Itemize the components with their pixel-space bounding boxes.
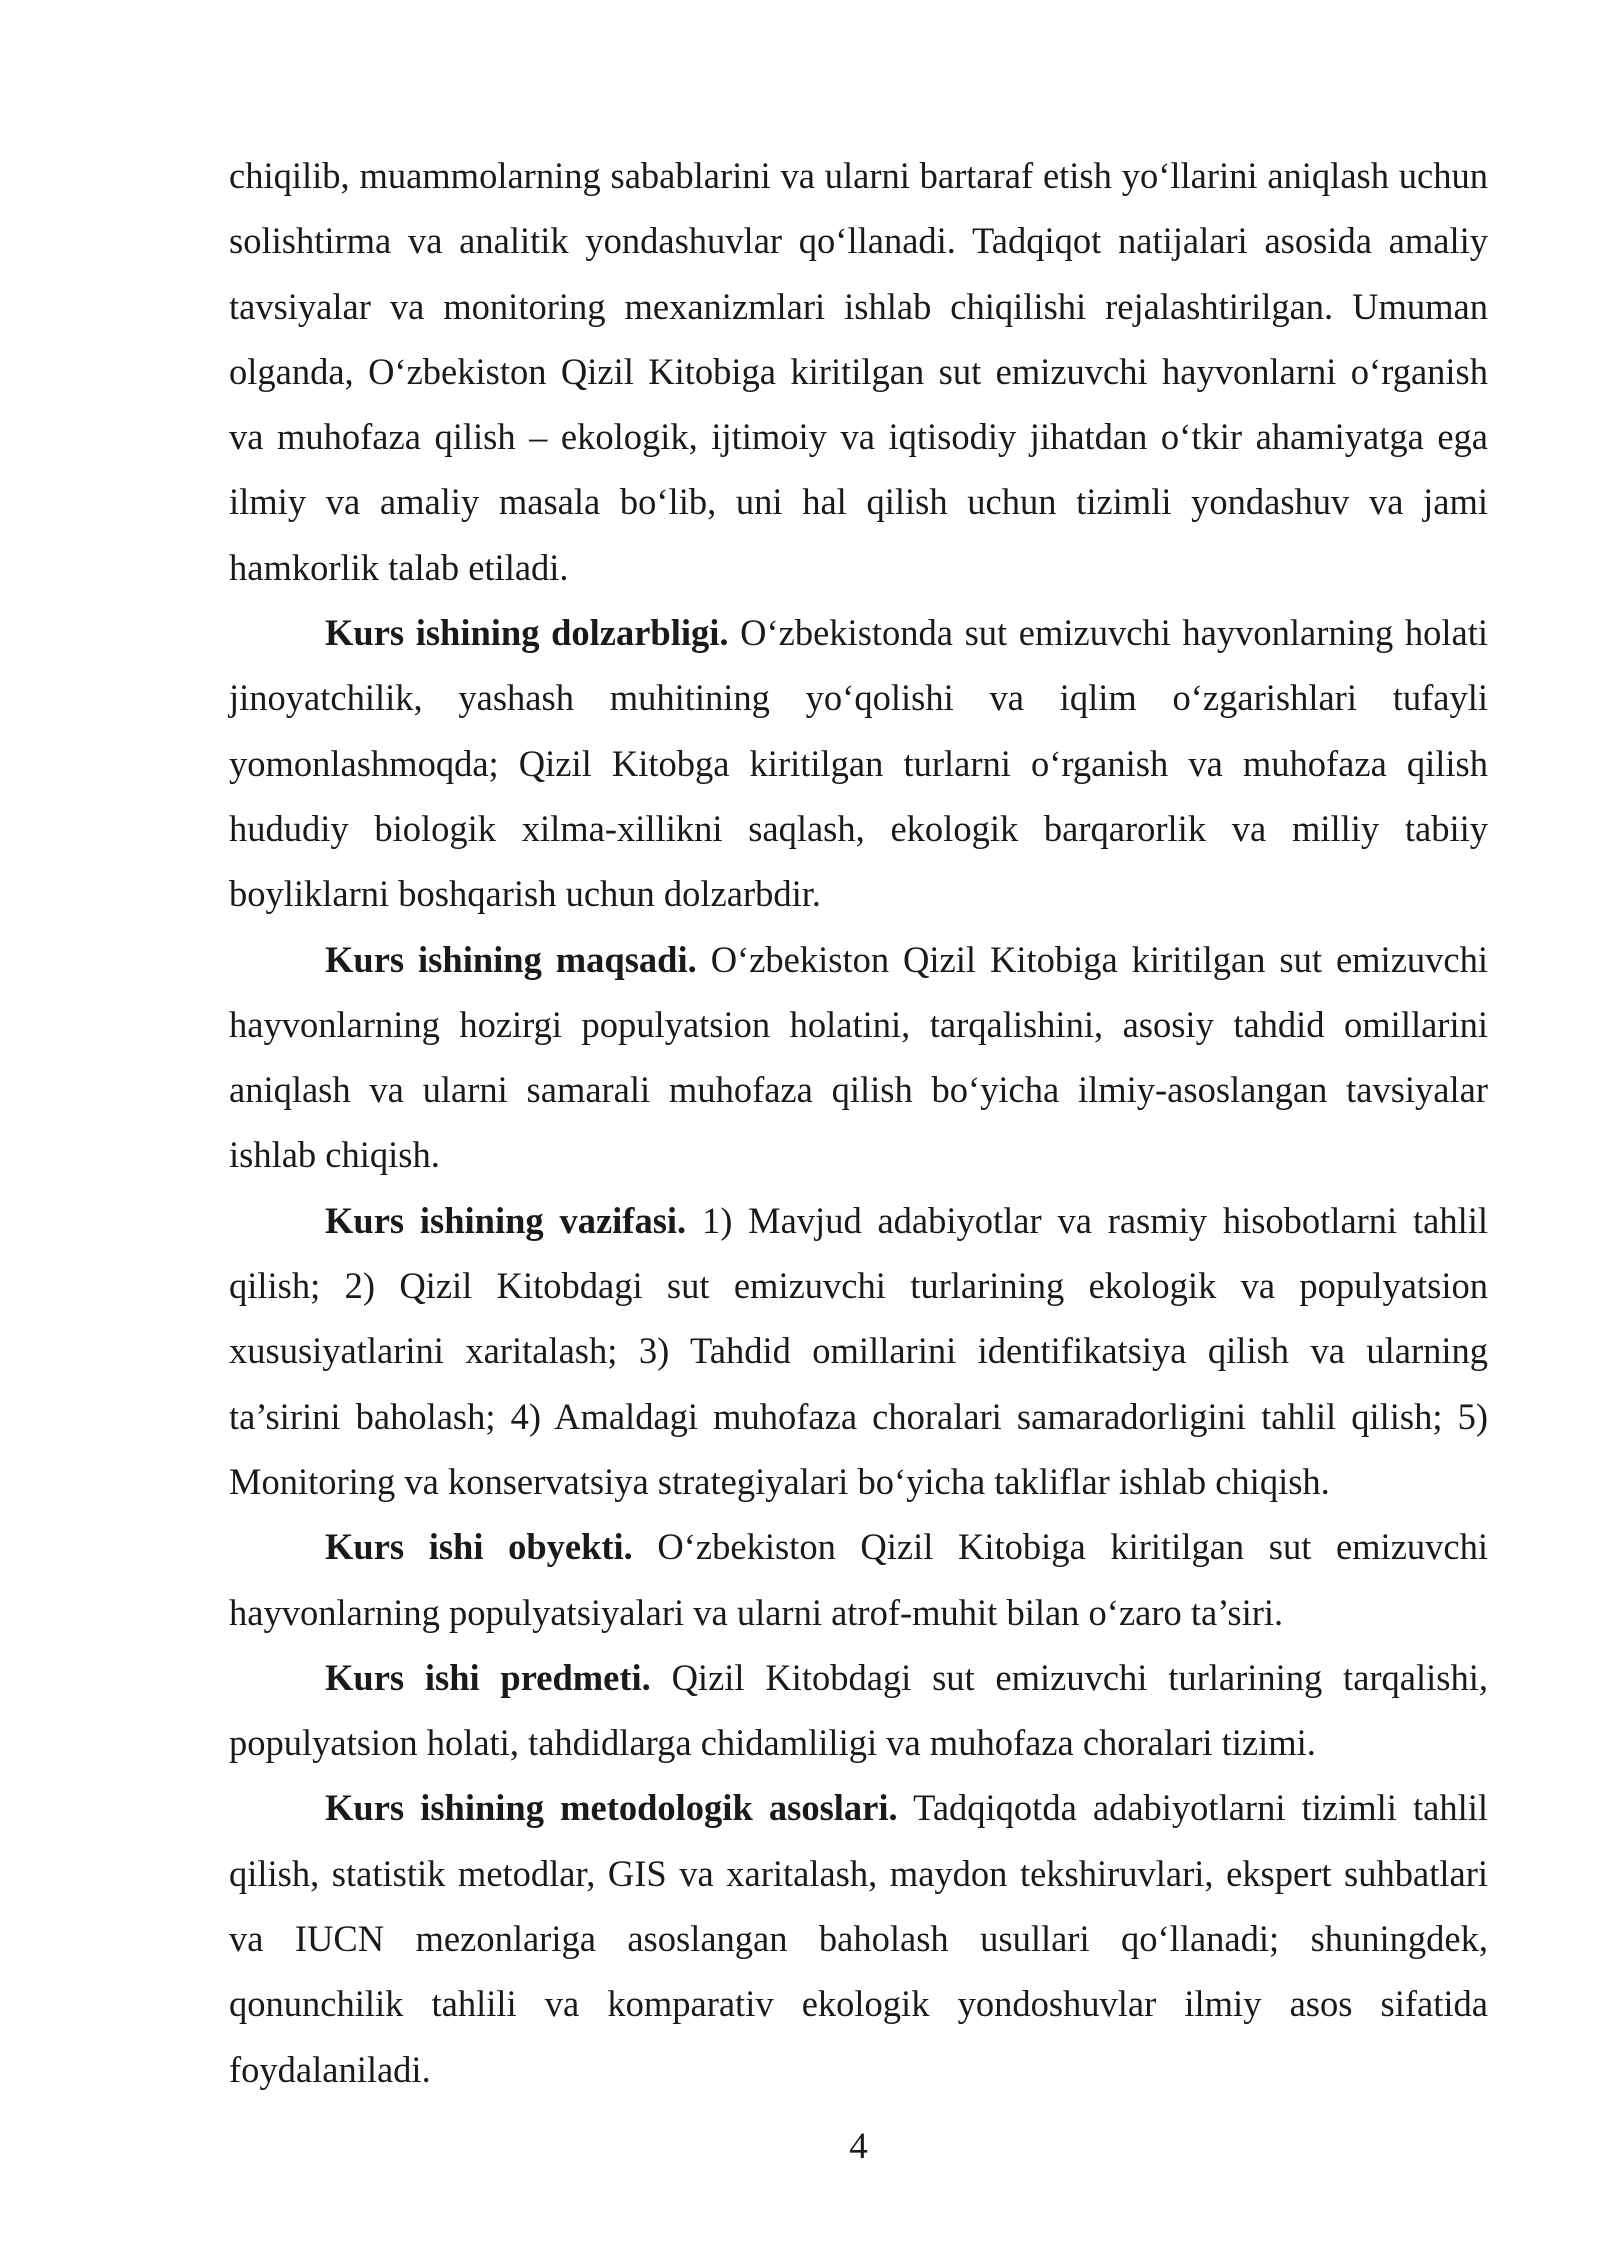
section-tasks — [229, 1188, 1488, 1514]
section-relevance — [229, 600, 1488, 926]
section-methodology — [229, 1775, 1488, 2101]
section-heading: Kurs ishining dolzarbligi. — [325, 612, 729, 654]
page-content — [229, 0, 1488, 2102]
section-body: O‘zbekiston Qizil Kitobiga kiritilgan sut emizuvchi hayvonlarning populyatsiyalari va ularni atrof-muhit bilan o‘zaro ta’siri. — [229, 1526, 1488, 1633]
section-heading: Kurs ishi predmeti. — [325, 1656, 651, 1698]
section-heading: Kurs ishining vazifasi. — [325, 1199, 687, 1241]
section-heading: Kurs ishining metodologik asoslari. — [325, 1787, 898, 1829]
section-heading: Kurs ishi obyekti. — [325, 1526, 633, 1568]
section-heading: Kurs ishining maqsadi. — [325, 938, 697, 980]
section-object — [229, 1514, 1488, 1645]
section-subject — [229, 1645, 1488, 1776]
section-body: O‘zbekiston Qizil Kitobiga kiritilgan sut emizuvchi hayvonlarning hozirgi populyatsion holatini, tarqalishini, asosiy tahdid omillarini aniqlash va ularni samarali muhofaza qilish bo‘yicha ilmiy-asoslangan tavsiyalar ishlab chiqish. — [229, 938, 1488, 1176]
section-goal — [229, 927, 1488, 1188]
document-page — [229, 0, 1489, 2167]
page-number: 4 — [849, 2126, 868, 2167]
intro-paragraph: chiqilib, muammolarning sabablarini va ularni bartaraf etish yo‘llarini aniqlash uchun solishtirma va analitik yondashuvlar qo‘llanadi. Tadqiqot natijalari asosida amaliy tavsiyalar va monitoring mexanizmlari ishlab chiqilishi rejalashtirilgan. Umuman olganda, O‘zbekiston Qizil Kitobiga kiritilgan sut emizuvchi hayvonlarni o‘rganish va muhofaza qilish – ekologik, ijtimoiy va iqtisodiy jihatdan o‘tkir ahamiyatga ega ilmiy va amaliy masala bo‘lib, uni hal qilish uchun tizimli yondashuv va jami hamkorlik talab etiladi. — [229, 155, 1488, 588]
section-body: Qizil Kitobdagi sut emizuvchi turlarining tarqalishi, populyatsion holati, tahdidlarga chidamliligi va muhofaza choralari tizimi. — [229, 1656, 1489, 1764]
section-body: 1) Mavjud adabiyotlar va rasmiy hisobotlarni tahlil qilish; 2) Qizil Kitobdagi sut emizuvchi turlarining ekologik va populyatsion xususiyatlarini xaritalash; 3) Tahdid omillarini identifikatsiya qilish va ularning ta’sirini baholash; 4) Amaldagi muhofaza choralari samaradorligini tahlil qilish; 5) Monitoring va konservatsiya strategiyalari bo‘yicha takliflar ishlab chiqish. — [229, 1199, 1488, 1502]
section-body: Tadqiqotda adabiyotlarni tizimli tahlil qilish, statistik metodlar, GIS va xaritalash, maydon tekshiruvlari, ekspert suhbatlari va IUCN mezonlariga asoslangan baholash usullari qo‘llanadi; shuningdek, qonunchilik tahlili va komparativ ekologik yondoshuvlar ilmiy asos sifatida foydalaniladi. — [229, 1787, 1489, 2090]
section-body: O‘zbekistonda sut emizuvchi hayvonlarning holati jinoyatchilik, yashash muhitining yo‘qolishi va iqlim o‘zgarishlari tufayli yomonlashmoqda; Qizil Kitobga kiritilgan turlarni o‘rganish va muhofaza qilish hududiy biologik xilma-xillikni saqlash, ekologik barqarorlik va milliy tabiiy boyliklarni boshqarish uchun dolzarbdir. — [229, 612, 1488, 915]
